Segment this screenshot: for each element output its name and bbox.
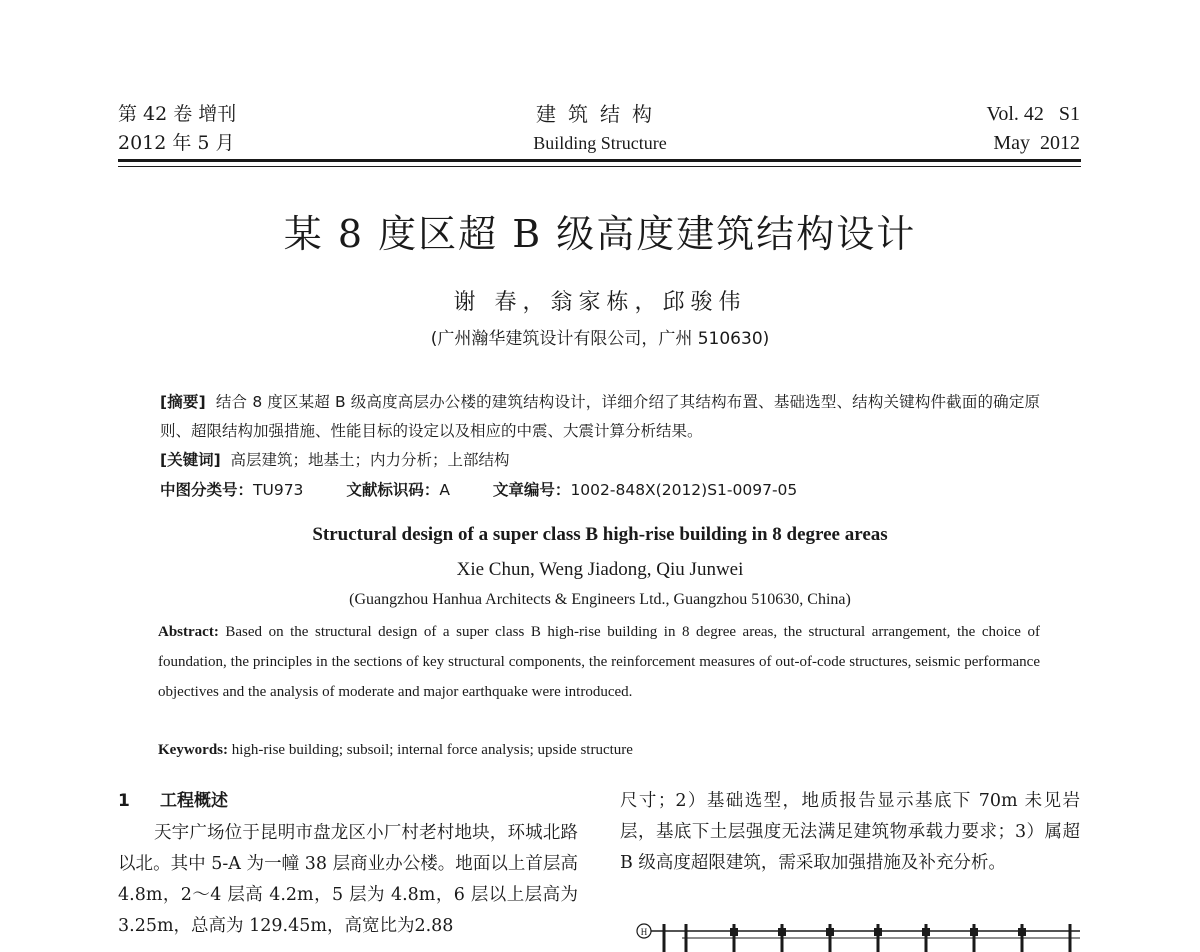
journal-name-cn: 建筑结构 xyxy=(536,102,664,126)
abstract-en xyxy=(158,617,1040,707)
column-blocks xyxy=(730,928,1026,936)
article-label: 文章编号： xyxy=(492,481,571,499)
section-title: 工程概述 xyxy=(160,791,228,811)
paper-title-cn: 某 8 度区超 B 级高度建筑结构设计 xyxy=(283,212,917,256)
abstract-en-label: Abstract: xyxy=(158,624,219,640)
affiliation-en: (Guangzhou Hanhua Architects & Engineers Ltd., Guangzhou 510630, China) xyxy=(349,591,851,608)
body-column-left: 天宇广场位于昆明市盘龙区小厂村老村地块，环城北路以北。其中 5-A 为一幢 38 层商业办公楼。地面以上首层高 4.8m，2～4 层高 4.2m，5 层为 4.8m，6 层以上层高为 3.25m，总高为 129.45m，高宽比为2.88 xyxy=(118,823,578,936)
body-column-right: 尺寸；2）基础选型，地质报告显示基底下 70m 未见岩层，基底下土层强度无法满足建筑物承载力要求；3）属超 B 级高度超限建筑，需采取加强措施及补充分析。 xyxy=(620,791,1080,873)
axis-label: H xyxy=(640,927,648,937)
header-volume-info-en xyxy=(986,100,1080,158)
abstract-cn-label: [摘要] xyxy=(160,393,206,411)
abstract-cn-text: 结合 8 度区某超 B 级高度高层办公楼的建筑结构设计，详细介绍了其结构布置、基础选型、结构关键构件截面的确定原则、超限结构加强措施、性能目标的设定以及相应的中震、大震计算分析结果。 xyxy=(160,393,1041,440)
keywords-en-text: high-rise building; subsoil; internal force analysis; upside structure xyxy=(231,742,633,758)
authors-en: Xie Chun, Weng Jiadong, Qiu Junwei xyxy=(456,559,744,580)
document-code xyxy=(346,476,450,505)
article-number xyxy=(493,476,797,505)
section-heading xyxy=(118,786,228,811)
header-date-en: May 2012 xyxy=(993,132,1080,154)
keywords-cn-text: 高层建筑；地基土；内力分析；上部结构 xyxy=(230,451,510,469)
paper-title-en: Structural design of a super class B high-rise building in 8 degree areas xyxy=(312,524,888,545)
header-rule-thin xyxy=(118,166,1081,167)
abstract-en-text: Based on the structural design of a super class B high-rise building in 8 degree areas, the structural arrangement, the choice of foundation, the principles in the sections of key structural components, the reinforcement measures of out-of-code structures, seismic performance objectives and the analysis of moderate and major earthquake were introduced. xyxy=(158,624,1041,700)
article-value: 1002-848X(2012)S1-0097-05 xyxy=(570,481,798,499)
header-volume: 第 42 卷 增刊 xyxy=(118,103,237,125)
clc-value: TU973 xyxy=(253,481,304,499)
keywords-cn-label: [关键词] xyxy=(160,451,221,469)
header-volume-en: Vol. 42 S1 xyxy=(986,103,1080,125)
journal-name-en: Building Structure xyxy=(533,133,667,153)
doc-code-label: 文献标识码： xyxy=(346,481,440,499)
keywords-en xyxy=(158,735,1040,765)
classification-line xyxy=(160,476,1060,505)
clc-number xyxy=(160,476,303,505)
header-rule-thick xyxy=(118,159,1081,162)
affiliation-cn: (广州瀚华建筑设计有限公司，广州 510630) xyxy=(430,329,770,349)
abstract-cn xyxy=(160,388,1040,446)
keywords-cn xyxy=(160,446,1040,475)
authors-cn: 谢 春，翁家栋，邱骏伟 xyxy=(453,290,747,315)
section-number: 1 xyxy=(118,791,130,811)
header-date-cn: 2012 年 5 月 xyxy=(118,132,235,154)
clc-label: 中图分类号： xyxy=(160,481,254,499)
keywords-en-label: Keywords: xyxy=(158,742,228,758)
structural-plan-figure xyxy=(634,918,1080,952)
doc-code-value: A xyxy=(439,481,450,499)
